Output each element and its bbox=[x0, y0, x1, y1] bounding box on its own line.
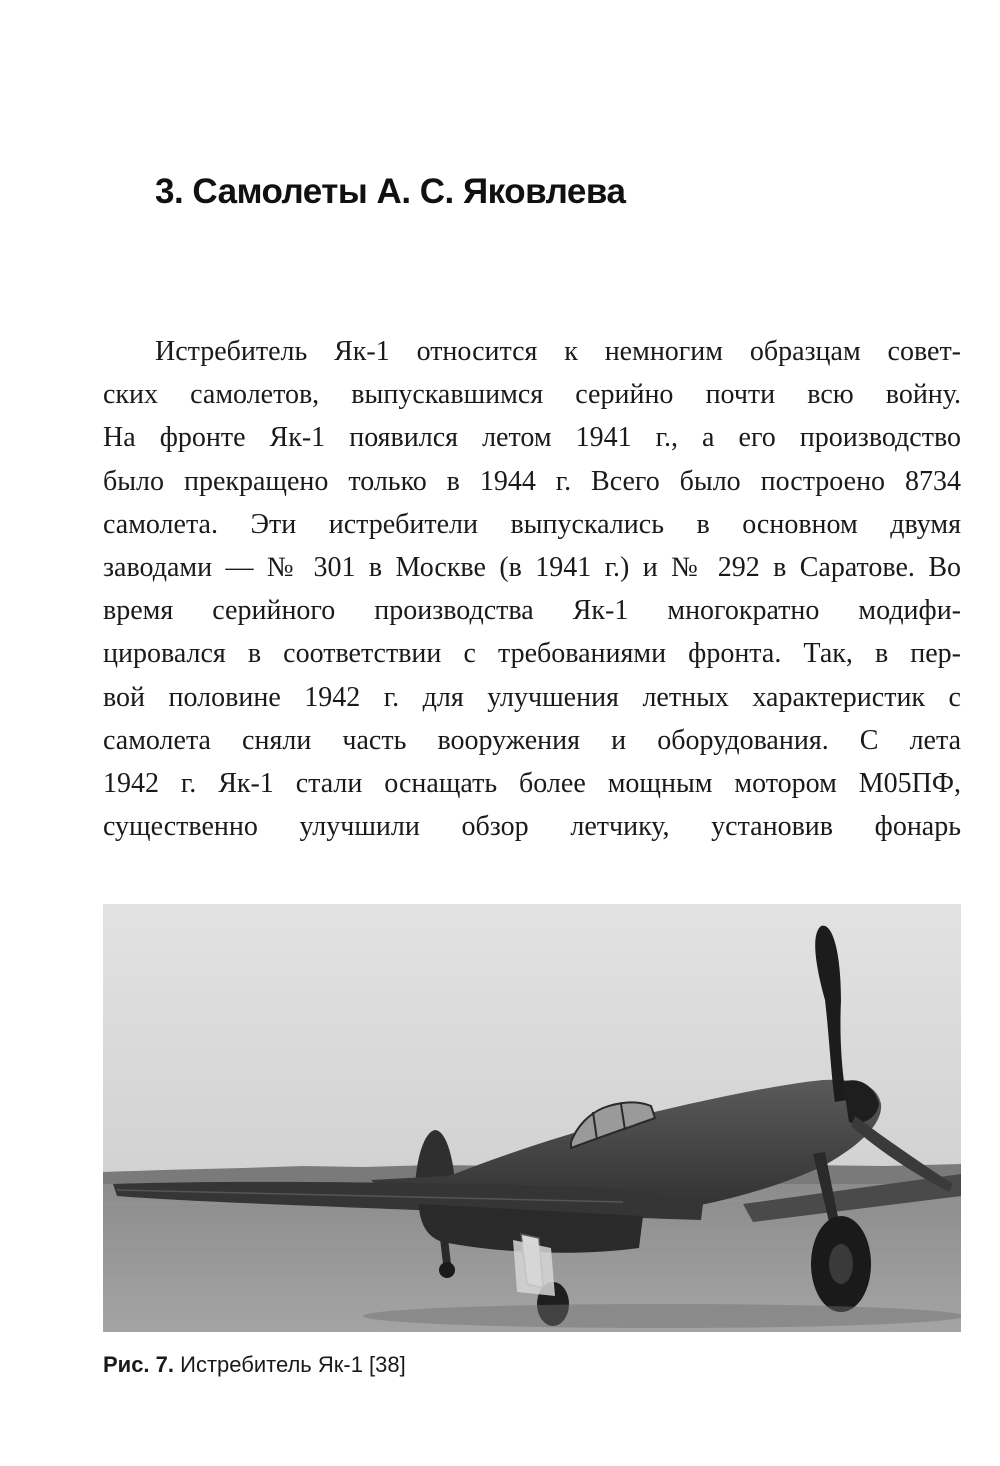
paragraph-line: Истребитель Як-1 относится к немногим образцам совет- bbox=[155, 336, 961, 367]
paragraph-line: 1942 г. Як-1 стали оснащать более мощным мотором М05ПФ, bbox=[103, 767, 961, 799]
tail-wheel bbox=[439, 1262, 455, 1278]
paragraph-line: вой половине 1942 г. для улучшения летных характеристик с bbox=[103, 681, 961, 713]
figure-caption-label: Рис. 7. bbox=[103, 1352, 175, 1377]
paragraph-line: цировался в соответствии с требованиями фронта. Так, в пер- bbox=[103, 638, 961, 670]
paragraph-line: было прекращено только в 1944 г. Всего было построено 8734 bbox=[103, 465, 961, 497]
figure-caption-text: Истребитель Як-1 [38] bbox=[174, 1352, 406, 1377]
paragraph-line: самолета. Эти истребители выпускались в основном двумя bbox=[103, 508, 961, 540]
paragraph-line: время серийного производства Як-1 многократно модифи- bbox=[103, 595, 961, 627]
aircraft-photo bbox=[103, 904, 961, 1332]
paragraph-line: ских самолетов, выпускавшимся серийно почти всю войну. bbox=[103, 379, 961, 411]
gear-door bbox=[513, 1240, 555, 1296]
section-heading: 3. Самолеты А. С. Яковлева bbox=[155, 172, 626, 211]
body-paragraph bbox=[103, 330, 961, 848]
paragraph-line: На фронте Як-1 появился летом 1941 г., а его производство bbox=[103, 422, 961, 454]
paragraph-line: самолета сняли часть вооружения и оборудования. С лета bbox=[103, 724, 961, 756]
figure-caption bbox=[103, 1352, 406, 1378]
paragraph-line: существенно улучшили обзор летчику, установив фонарь bbox=[103, 811, 961, 843]
paragraph-line: заводами — № 301 в Москве (в 1941 г.) и № 292 в Саратове. Во bbox=[103, 551, 961, 583]
